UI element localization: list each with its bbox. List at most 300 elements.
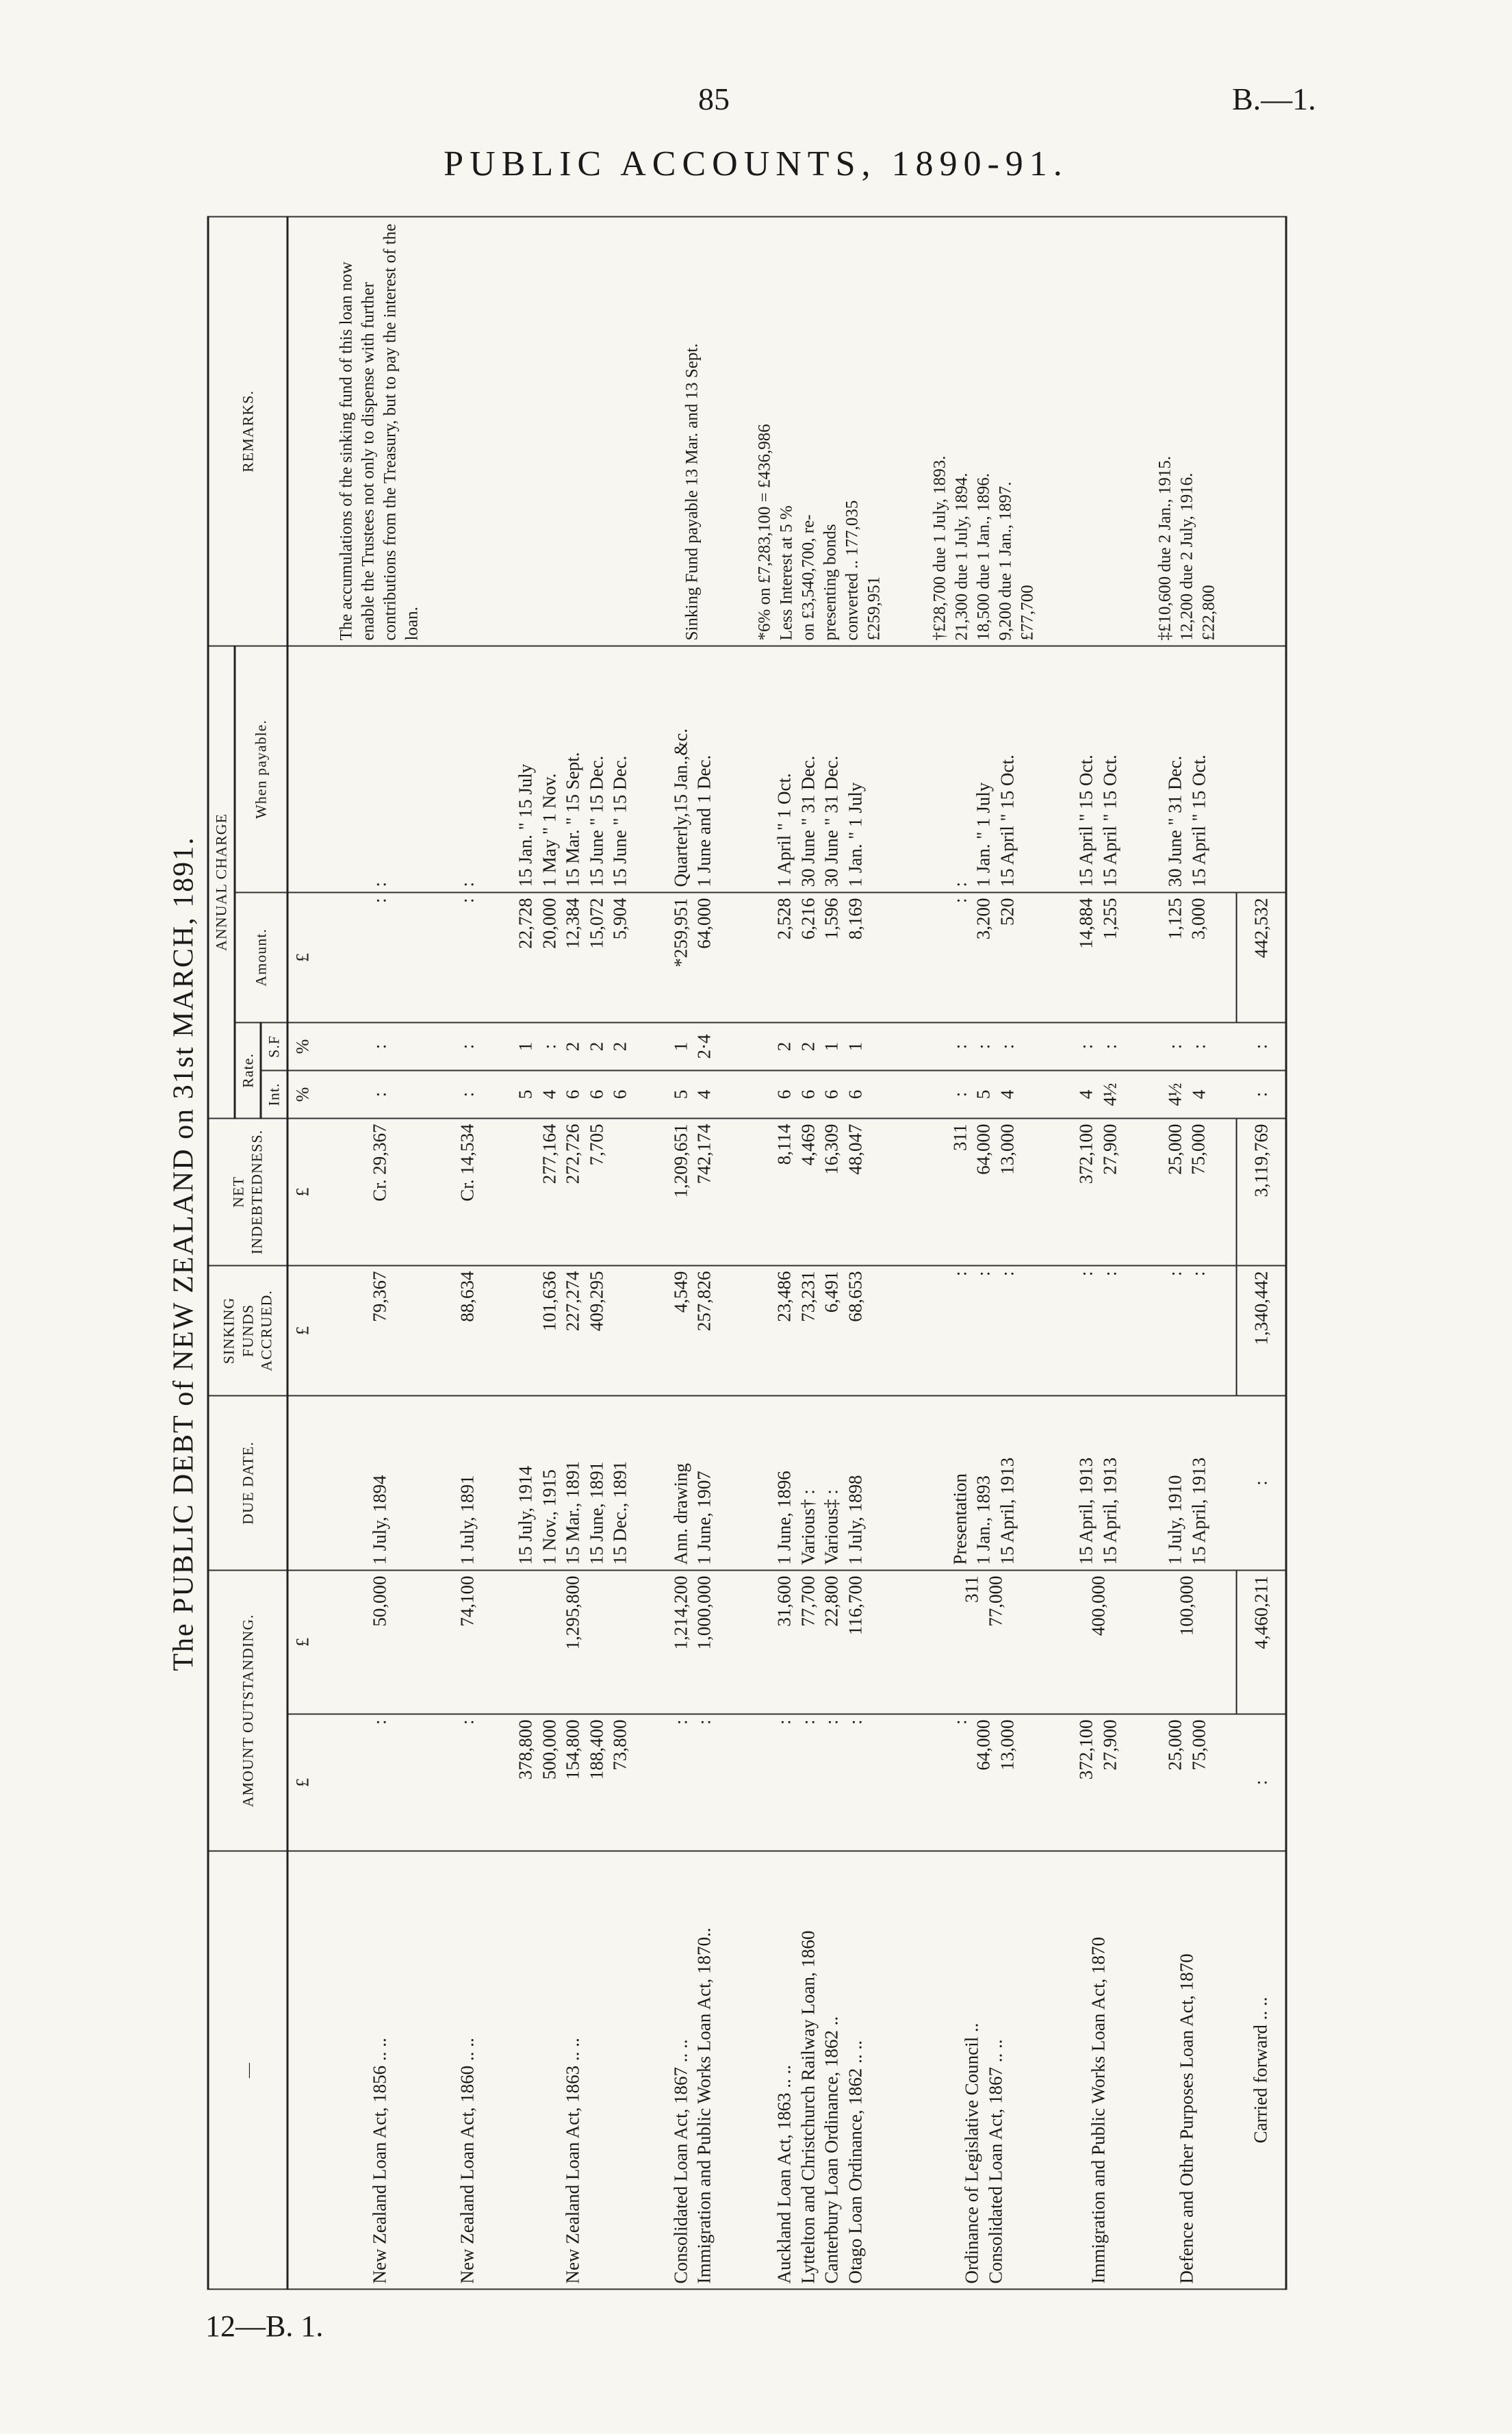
- net-value: 277,164: [539, 1124, 560, 1184]
- loan-row: [732, 216, 908, 2289]
- remark-line: *6% on £7,283,100 = £436,986: [755, 424, 774, 641]
- int-rate: 6: [586, 1089, 607, 1100]
- amount-part: :: [773, 1719, 795, 1725]
- sf-rate: 2·4: [693, 1034, 715, 1059]
- remarks-cell: [732, 216, 908, 646]
- due-date-cell: [492, 1395, 653, 1570]
- due-date-cell: [1059, 1395, 1137, 1570]
- due-date: Presentation: [949, 1473, 971, 1565]
- amount-total: 77,700: [797, 1575, 819, 1627]
- remarks-cell: [442, 216, 492, 646]
- net-value: 64,000: [973, 1124, 994, 1175]
- int-rate-cell: [732, 1070, 908, 1118]
- loan-name-cell: [442, 1851, 492, 2290]
- amount-total: 74,100: [457, 1575, 478, 1627]
- sf-rate: :: [369, 1043, 390, 1050]
- amount-total: 311: [961, 1575, 982, 1603]
- charge-amount: 1,596: [821, 898, 842, 940]
- due-date: 15 April, 1913: [1188, 1457, 1209, 1565]
- col-due-date: DUE DATE.: [208, 1395, 287, 1570]
- int-rate-cell: [317, 1070, 442, 1118]
- sf-rate: 2: [586, 1041, 607, 1052]
- loan-name: Ordinance of Legislative Council ..: [961, 2023, 982, 2284]
- sinking-value: :: [997, 1271, 1018, 1276]
- amount-part-cell: [908, 1714, 1060, 1851]
- amount-part: 73,800: [609, 1719, 630, 1771]
- when-payable: 1 May " 1 Nov.: [539, 773, 560, 887]
- when-payable: :: [949, 881, 971, 887]
- due-date-cell: [1137, 1395, 1236, 1570]
- when-payable: 1 Jan. " 1 July: [845, 782, 866, 887]
- cf-parts: :: [1237, 1714, 1286, 1851]
- remark-line: £22,800: [1199, 585, 1218, 641]
- charge-amount: 64,000: [693, 898, 715, 949]
- cf-sinking: 1,340,442: [1237, 1265, 1286, 1395]
- amount-total-cell: [732, 1570, 908, 1714]
- amount-part: 500,000: [539, 1719, 560, 1780]
- when-payable-cell: [908, 646, 1060, 892]
- rotated-table-frame: [159, 218, 1287, 2290]
- unit-pound: £: [287, 1118, 318, 1265]
- sinking-value: :: [1099, 1271, 1120, 1276]
- table-body: [287, 216, 1287, 2289]
- due-date: 1 July, 1894: [369, 1475, 390, 1565]
- due-date: 1 June, 1907: [693, 1471, 715, 1565]
- int-rate: 4: [997, 1089, 1018, 1100]
- due-date: 15 April, 1913: [1075, 1457, 1097, 1565]
- sf-rate-cell: [442, 1022, 492, 1070]
- sinking-cell: [1059, 1265, 1137, 1395]
- cf-empty: [1237, 646, 1286, 892]
- amount-part: 154,800: [562, 1719, 583, 1780]
- amount-total: 1,295,800: [562, 1575, 583, 1650]
- due-date: 1 Nov., 1915: [539, 1469, 560, 1565]
- sf-rate-cell: [492, 1022, 653, 1070]
- sf-rate: :: [539, 1043, 560, 1050]
- col-rate-sf: S.F: [261, 1022, 287, 1070]
- unit-empty: [287, 1395, 318, 1570]
- remarks-cell: [317, 216, 442, 646]
- sf-rate: :: [949, 1043, 971, 1050]
- sf-rate: 2: [562, 1041, 583, 1052]
- amount-part: 378,800: [515, 1719, 536, 1780]
- page-number: 85: [698, 81, 730, 116]
- remarks-cell: [908, 216, 1060, 646]
- remark-line: 12,200 due 2 July, 1916.: [1177, 472, 1196, 641]
- amount-total-cell: [654, 1570, 732, 1714]
- loan-name-cell: [317, 1851, 442, 2290]
- cf-total: 4,460,211: [1237, 1570, 1286, 1714]
- charge-amount: 1,125: [1164, 898, 1186, 940]
- charge-amount-cell: [442, 892, 492, 1022]
- when-payable: 15 April " 15 Oct.: [997, 755, 1018, 887]
- amount-total: 22,800: [821, 1575, 842, 1627]
- sf-rate: :: [1075, 1043, 1097, 1050]
- when-payable: 15 Mar. " 15 Sept.: [562, 752, 583, 887]
- sinking-value: :: [1188, 1271, 1209, 1276]
- net-value: 311: [949, 1124, 971, 1151]
- net-cell: [908, 1118, 1060, 1265]
- amount-part: 13,000: [997, 1719, 1018, 1771]
- charge-amount: 15,072: [586, 898, 607, 949]
- charge-amount: :: [369, 898, 390, 903]
- net-value: 75,000: [1188, 1124, 1209, 1175]
- running-title: PUBLIC ACCOUNTS, 1890-91.: [444, 144, 1068, 183]
- remark-line: †£28,700 due 1 July, 1893.: [930, 455, 949, 641]
- int-rate-cell: [1059, 1070, 1137, 1118]
- remarks-cell: [1059, 216, 1137, 646]
- unit-empty: [287, 1851, 318, 2290]
- when-payable-cell: [442, 646, 492, 892]
- amount-part-cell: [1137, 1714, 1236, 1851]
- net-value: Cr. 29,367: [369, 1124, 390, 1202]
- remark-line: converted .. 177,035: [843, 500, 862, 641]
- due-date: 15 June, 1891: [586, 1461, 607, 1565]
- when-payable-cell: [732, 646, 908, 892]
- loan-row: [492, 216, 653, 2289]
- loan-name-cell: [492, 1851, 653, 2290]
- loan-name: New Zealand Loan Act, 1860 .. ..: [457, 2038, 478, 2284]
- remark-line: on £3,540,700, re-: [799, 514, 818, 641]
- int-rate: 4½: [1099, 1082, 1120, 1106]
- due-date: 1 July, 1898: [845, 1475, 866, 1565]
- int-rate: :: [457, 1091, 478, 1098]
- amount-part: :: [693, 1719, 715, 1725]
- int-rate: 5: [670, 1089, 691, 1100]
- sf-rate: :: [973, 1043, 994, 1050]
- remark-line: ‡£10,600 due 2 Jan., 1915.: [1155, 456, 1175, 641]
- due-date: 1 Jan., 1893: [973, 1475, 994, 1565]
- due-date-cell: [442, 1395, 492, 1570]
- due-date-cell: [908, 1395, 1060, 1570]
- int-rate: 6: [562, 1089, 583, 1100]
- remark-line: Sinking Fund payable 13 Mar. and 13 Sept.: [682, 343, 702, 641]
- due-date: 1 July, 1891: [457, 1475, 478, 1565]
- amount-part: :: [949, 1719, 971, 1725]
- sinking-value: 79,367: [369, 1271, 390, 1322]
- loan-name: Lyttelton and Christchurch Railway Loan, 1860: [797, 1930, 819, 2284]
- sf-rate-cell: [732, 1022, 908, 1070]
- int-rate: :: [949, 1091, 971, 1098]
- loan-row: [317, 216, 442, 2289]
- amount-part-cell: [442, 1714, 492, 1851]
- when-payable-cell: [1059, 646, 1137, 892]
- charge-amount: *259,951: [670, 898, 691, 967]
- sf-rate-cell: [1137, 1022, 1236, 1070]
- int-rate: 5: [515, 1089, 536, 1100]
- amount-part: 25,000: [1164, 1719, 1186, 1771]
- sf-rate: :: [1099, 1043, 1120, 1050]
- unit-pound: £: [287, 1714, 318, 1851]
- sinking-value: :: [973, 1271, 994, 1276]
- cf-empty: [1237, 216, 1286, 646]
- amount-part: :: [457, 1719, 478, 1725]
- due-date-cell: [317, 1395, 442, 1570]
- amount-part: :: [821, 1719, 842, 1725]
- unit-row: [287, 216, 318, 2289]
- charge-amount-cell: [492, 892, 653, 1022]
- net-value: 13,000: [997, 1124, 1018, 1175]
- when-payable-cell: [492, 646, 653, 892]
- due-date: Ann. drawing: [670, 1463, 691, 1565]
- loan-name: Consolidated Loan Act, 1867 .. ..: [985, 2039, 1006, 2284]
- charge-amount: 5,904: [609, 898, 630, 940]
- when-payable-cell: [317, 646, 442, 892]
- unit-percent: %: [287, 1070, 318, 1118]
- sf-rate: :: [1188, 1043, 1209, 1050]
- int-rate: 6: [821, 1089, 842, 1100]
- cf-due: :: [1237, 1395, 1286, 1570]
- net-cell: [732, 1118, 908, 1265]
- amount-total: 50,000: [369, 1575, 390, 1627]
- loan-name: Consolidated Loan Act, 1867 .. ..: [670, 2039, 691, 2284]
- loan-name: Immigration and Public Works Loan Act, 1870: [1088, 1936, 1109, 2284]
- due-date: Various† :: [797, 1489, 819, 1565]
- col-annual-charge: ANNUAL CHARGE: [208, 646, 235, 1118]
- loan-row: [908, 216, 1060, 2289]
- unit-percent: %: [287, 1022, 318, 1070]
- unit-pound: £: [287, 1265, 318, 1395]
- sinking-value: 6,491: [821, 1271, 842, 1313]
- int-rate: 6: [609, 1089, 630, 1100]
- loan-name: Immigration and Public Works Loan Act, 1870..: [693, 1927, 715, 2284]
- sf-rate: 1: [845, 1041, 866, 1052]
- when-payable: 15 June " 15 Dec.: [609, 755, 630, 887]
- when-payable: 30 June " 31 Dec.: [797, 755, 819, 887]
- int-rate: :: [369, 1091, 390, 1098]
- net-value: 16,309: [821, 1124, 842, 1175]
- sinking-cell: [654, 1265, 732, 1395]
- int-rate-cell: [492, 1070, 653, 1118]
- amount-part: 64,000: [973, 1719, 994, 1771]
- sf-rate-cell: [654, 1022, 732, 1070]
- cf-sf: :: [1237, 1022, 1286, 1070]
- col-amount-outstanding: AMOUNT OUTSTANDING.: [208, 1570, 287, 1851]
- sinking-value: :: [1164, 1271, 1186, 1276]
- amount-part-cell: [732, 1714, 908, 1851]
- carried-forward-row: [1237, 216, 1286, 2289]
- sf-rate: :: [997, 1043, 1018, 1050]
- remarks-cell: [1137, 216, 1236, 646]
- remark-line: 9,200 due 1 Jan., 1897.: [996, 481, 1015, 641]
- loan-row: [1137, 216, 1236, 2289]
- net-value: 272,726: [562, 1124, 583, 1184]
- amount-part: :: [845, 1719, 866, 1725]
- sf-rate-cell: [908, 1022, 1060, 1070]
- net-value: 742,174: [693, 1124, 715, 1184]
- when-payable: 1 April " 1 Oct.: [773, 773, 795, 887]
- loan-name: Auckland Loan Act, 1863 .. ..: [773, 2065, 795, 2284]
- net-value: 8,114: [773, 1124, 795, 1165]
- cf-amount: 442,532: [1237, 892, 1286, 1022]
- sinking-value: :: [949, 1271, 971, 1276]
- net-value: 25,000: [1164, 1124, 1186, 1175]
- loan-name: Canterbury Loan Ordinance, 1862 ..: [821, 2016, 842, 2284]
- amount-part: 372,100: [1075, 1719, 1097, 1780]
- charge-amount: 3,000: [1188, 898, 1209, 940]
- int-rate-cell: [442, 1070, 492, 1118]
- document-code: B.—1.: [1232, 81, 1316, 116]
- unit-empty: [287, 216, 318, 646]
- int-rate: 4: [539, 1089, 560, 1100]
- net-value: 4,469: [797, 1124, 819, 1166]
- due-date-cell: [654, 1395, 732, 1570]
- loan-row: [1059, 216, 1137, 2289]
- charge-amount-cell: [1059, 892, 1137, 1022]
- when-payable: :: [369, 881, 390, 887]
- amount-total: 400,000: [1088, 1575, 1109, 1636]
- amount-total-cell: [317, 1570, 442, 1714]
- due-date: 15 April, 1913: [1099, 1457, 1120, 1565]
- sinking-cell: [317, 1265, 442, 1395]
- loan-name-cell: [908, 1851, 1060, 2290]
- charge-amount-cell: [732, 892, 908, 1022]
- due-date-cell: [732, 1395, 908, 1570]
- col-rate-int: Int.: [261, 1070, 287, 1118]
- when-payable: 1 Jan. " 1 July: [973, 782, 994, 887]
- charge-amount: 6,216: [797, 898, 819, 940]
- charge-amount-cell: [317, 892, 442, 1022]
- remarks-cell: [654, 216, 732, 646]
- amount-part-cell: [654, 1714, 732, 1851]
- amount-part-cell: [492, 1714, 653, 1851]
- loan-name: New Zealand Loan Act, 1863 .. ..: [562, 2038, 583, 2284]
- when-payable: 15 June " 15 Dec.: [586, 755, 607, 887]
- amount-total: 77,000: [985, 1575, 1006, 1627]
- amount-total: 31,600: [773, 1575, 795, 1627]
- amount-part-cell: [317, 1714, 442, 1851]
- cf-int: :: [1237, 1070, 1286, 1118]
- due-date: 15 Dec., 1891: [609, 1461, 630, 1565]
- loan-name-cell: [654, 1851, 732, 2290]
- amount-total: 1,000,000: [693, 1575, 715, 1650]
- charge-amount: 14,884: [1075, 898, 1097, 949]
- due-date: 15 April, 1913: [997, 1457, 1018, 1565]
- int-rate: 6: [845, 1089, 866, 1100]
- sf-rate: 2: [773, 1041, 795, 1052]
- net-value: 48,047: [845, 1124, 866, 1175]
- amount-total-cell: [492, 1570, 653, 1714]
- charge-amount-cell: [908, 892, 1060, 1022]
- public-debt-table: [207, 216, 1287, 2290]
- loan-row: [654, 216, 732, 2289]
- when-payable: 1 June and 1 Dec.: [693, 755, 715, 887]
- sheet-signature: 12—B. 1.: [205, 2309, 324, 2343]
- amount-part-cell: [1059, 1714, 1137, 1851]
- remark-line: £259,951: [864, 576, 884, 641]
- sinking-cell: [1137, 1265, 1236, 1395]
- sinking-value: 101,636: [539, 1271, 560, 1332]
- sinking-value: 68,653: [845, 1271, 866, 1322]
- col-rate: Rate.: [235, 1022, 261, 1118]
- when-payable-cell: [654, 646, 732, 892]
- sf-rate-cell: [1059, 1022, 1137, 1070]
- loan-name-cell: [1059, 1851, 1137, 2290]
- loan-name-cell: [732, 1851, 908, 2290]
- sf-rate: 1: [670, 1041, 691, 1052]
- col-sinking-funds: SINKING FUNDS ACCRUED.: [208, 1265, 287, 1395]
- sf-rate: 2: [609, 1041, 630, 1052]
- col-remarks: REMARKS.: [208, 216, 287, 646]
- unit-pound: £: [287, 892, 318, 1022]
- charge-amount: 3,200: [973, 898, 994, 940]
- sinking-value: 409,295: [586, 1271, 607, 1332]
- due-date: Various‡ :: [821, 1489, 842, 1565]
- net-cell: [1059, 1118, 1137, 1265]
- int-rate-cell: [908, 1070, 1060, 1118]
- amount-part: :: [797, 1719, 819, 1725]
- charge-amount: 20,000: [539, 898, 560, 949]
- charge-amount: :: [457, 898, 478, 903]
- net-cell: [492, 1118, 653, 1265]
- net-cell: [317, 1118, 442, 1265]
- sinking-value: 23,486: [773, 1271, 795, 1322]
- amount-total: 116,700: [845, 1575, 866, 1636]
- charge-amount: 1,255: [1099, 898, 1120, 940]
- loan-name: Otago Loan Ordinance, 1862 .. ..: [845, 2040, 866, 2284]
- net-cell: [1137, 1118, 1236, 1265]
- table-title: The PUBLIC DEBT of NEW ZEALAND on 31st MARCH, 1891.: [168, 836, 200, 1671]
- due-date: 1 July, 1910: [1164, 1475, 1186, 1565]
- due-date: 15 Mar., 1891: [562, 1460, 583, 1565]
- unit-pound: £: [287, 1570, 318, 1714]
- int-rate: 5: [973, 1089, 994, 1100]
- loan-name-cell: [1137, 1851, 1236, 2290]
- when-payable: Quarterly,15 Jan.,&c.: [670, 728, 691, 887]
- remark-line: 18,500 due 1 Jan., 1896.: [974, 473, 993, 641]
- charge-amount-cell: [1137, 892, 1236, 1022]
- sf-rate: 1: [821, 1041, 842, 1052]
- sinking-value: 88,634: [457, 1271, 478, 1322]
- when-payable: 30 June " 31 Dec.: [1164, 755, 1186, 887]
- net-cell: [442, 1118, 492, 1265]
- net-value: 27,900: [1099, 1124, 1120, 1175]
- net-value: 7,705: [586, 1124, 607, 1166]
- sinking-value: 257,826: [693, 1271, 715, 1332]
- when-payable: :: [457, 881, 478, 887]
- amount-part: :: [670, 1719, 691, 1725]
- int-rate: 4½: [1164, 1082, 1186, 1106]
- col-charge-amount: Amount.: [235, 892, 287, 1022]
- col-when-payable: When payable.: [235, 646, 287, 892]
- remark-line: Less Interest at 5 %: [777, 505, 796, 641]
- sinking-value: :: [1075, 1271, 1097, 1276]
- sinking-cell: [732, 1265, 908, 1395]
- due-date: 15 July, 1914: [515, 1465, 536, 1565]
- charge-amount: 8,169: [845, 898, 866, 940]
- net-value: 372,100: [1075, 1124, 1097, 1184]
- net-cell: [654, 1118, 732, 1265]
- amount-total: 1,214,200: [670, 1575, 691, 1650]
- when-payable: 15 April " 15 Oct.: [1099, 755, 1120, 887]
- amount-part: 188,400: [586, 1719, 607, 1780]
- charge-amount: 22,728: [515, 898, 536, 949]
- due-date: 1 June, 1896: [773, 1471, 795, 1565]
- sinking-cell: [908, 1265, 1060, 1395]
- sinking-cell: [442, 1265, 492, 1395]
- sf-rate: :: [1164, 1043, 1186, 1050]
- col-net-indebtedness: NET INDEBTEDNESS.: [208, 1118, 287, 1265]
- remarks-cell: [492, 216, 653, 646]
- int-rate-cell: [654, 1070, 732, 1118]
- cf-label: Carried forward .. ..: [1237, 1851, 1286, 2290]
- amount-total: 100,000: [1176, 1575, 1197, 1636]
- int-rate: 6: [773, 1089, 795, 1100]
- when-payable-cell: [1137, 646, 1236, 892]
- loan-name: New Zealand Loan Act, 1856 .. ..: [369, 2038, 390, 2284]
- amount-part: :: [369, 1719, 390, 1725]
- charge-amount: :: [949, 898, 971, 903]
